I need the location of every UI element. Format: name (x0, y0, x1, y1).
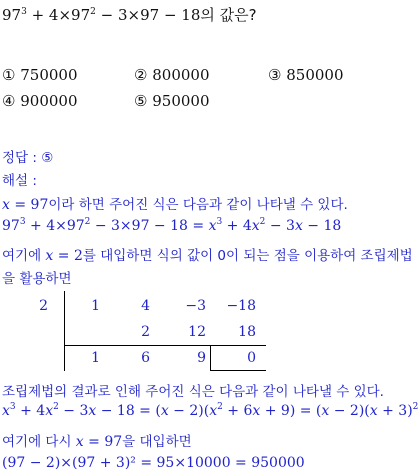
option-5[interactable]: ⑤ 950000 (134, 92, 210, 110)
synthetic-r3-c3: 9 (197, 350, 206, 366)
synthetic-remainder-underline (210, 370, 266, 371)
synthetic-r2-c3: 12 (188, 324, 206, 340)
synthetic-remainder-divider (210, 345, 211, 370)
synthetic-divisor: 2 (39, 298, 48, 314)
synthetic-divider-horizontal (64, 345, 266, 346)
synthetic-r2-c2: 2 (141, 324, 150, 340)
synthetic-divider-vertical (64, 291, 65, 371)
synthetic-r3-c2: 6 (141, 350, 150, 366)
solution-line-3: 여기에 x = 2를 대입하면 식의 값이 0이 되는 점을 이용하여 조립제법 (2, 248, 413, 264)
synthetic-r3-c4: 0 (247, 350, 256, 366)
answer-line (2, 146, 53, 166)
option-4[interactable]: ④ 900000 (2, 92, 78, 110)
question-suffix: 의 값은? (200, 6, 257, 24)
solution-line-8: (97 − 2)×(97 + 3)² = 95×10000 = 950000 (2, 455, 305, 471)
question-text (2, 4, 257, 25)
answer-mark: ⑤ (41, 150, 54, 166)
synthetic-r3-c1: 1 (91, 350, 100, 366)
solution-line-2: $97^3 + 4\times 97^2 - 3\times 97 - 18 = x^3 + 4x^2 - 3x - 18$ (2, 217, 342, 234)
synthetic-r1-c2: 4 (141, 298, 150, 314)
answer-label: 정답 : (2, 150, 37, 166)
solution-line-7: 여기에 다시 x = 97을 대입하면 (2, 434, 192, 450)
solution-line-1: x = 97이라 하면 주어진 식은 다음과 같이 나타낼 수 있다. (2, 197, 348, 213)
option-1[interactable]: ① 750000 (2, 66, 78, 84)
solution-line-1-math: x = 97 (2, 197, 49, 213)
solution-line-5: 조립제법의 결과로 인해 주어진 식은 다음과 같이 나타낼 수 있다. (2, 384, 384, 400)
option-2[interactable]: ② 800000 (134, 66, 210, 84)
option-3[interactable]: ③ 850000 (268, 66, 344, 84)
synthetic-r1-c3: −3 (185, 298, 206, 314)
synthetic-r1-c1: 1 (91, 298, 100, 314)
synthetic-r1-c4: −18 (226, 298, 256, 314)
synthetic-r2-c4: 18 (238, 324, 256, 340)
solution-line-6: $x^3 + 4x^2 - 3x - 18 = (x - 2)(x^2 + 6x + 9) = (x - 2)(x + 3)^2$ (2, 402, 418, 419)
question-expression: $97^3 + 4\times 97^2 - 3\times 97 - 18$ (2, 6, 201, 24)
solution-line-4: 을 활용하면 (2, 271, 72, 287)
solution-heading: 해설 : (2, 173, 37, 189)
